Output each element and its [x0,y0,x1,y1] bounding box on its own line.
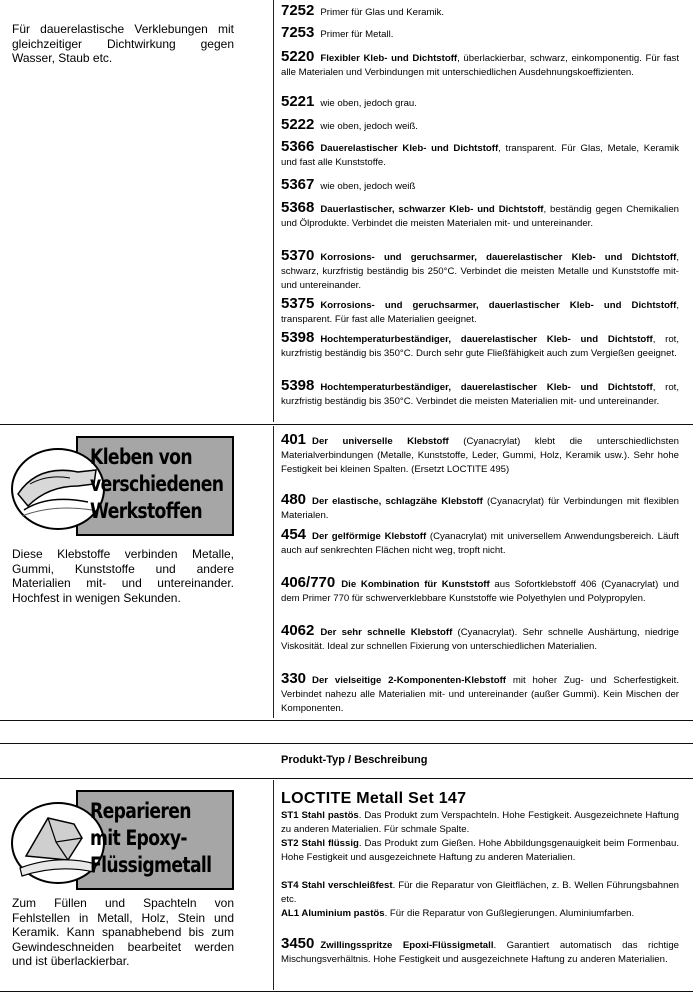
column-divider [273,780,274,990]
product-entry: 480 Der elastische, schlagzähe Klebstoff (Cyanacrylat) für Verbindungen mit flexiblen Materialen. [281,491,679,521]
section2-description: Diese Klebstoffe verbinden Metalle, Gummi, Kunststoffe und andere Materialien mit- und untereinander. Hochfest in wenigen Sekunden. [12,547,234,605]
product-entry: 406/770 Die Kombination für Kunststoff aus Sofortklebstoff 406 (Cyanacrylat) und dem Primer 770 für schwerverklebbare Kunststoffe wie Polyethylen und Polypropylen. [281,574,679,604]
product-entry: 5375 Korrosions- und geruchsarmer, dauerlastischer Kleb- und Dichtstoff, transparent. Für fast alle Materialien geeignet. [281,295,679,325]
section-divider [0,720,693,721]
product-entry: 5220 Flexibler Kleb- und Dichtstoff, überlackierbar, schwarz, einkomponentig. Für fast alle Materialen und Verbindungen mit unterschiedlichen Ausdehnungskoeffizienten. [281,48,679,78]
product-code: 5375 [281,295,315,312]
column-header: Produkt-Typ / Beschreibung [281,754,428,766]
set-item: AL1 Aluminium pastös. Für die Reparatur von Gußlegierungen. Aluminiumfarben. [281,908,635,919]
product-code: 401 [281,431,307,448]
product-code: 7252 [281,2,315,19]
header-bottom-rule [0,778,693,779]
banner-title: Reparieren mit Epoxy- Flüssigmetall [90,799,212,877]
product-code: 4062 [281,622,315,639]
product-entry: 3450 Zwillingsspritze Epoxi-Flüssigmetall. Garantiert automatisch das richtige Mischungsverhältnis. Hohe Festigkeit und ausgezeichnete Haftung zu anderen Materialien. [281,935,679,965]
set-title: LOCTITE Metall Set 147 [281,790,467,807]
section-banner [8,790,234,892]
product-code: 5221 [281,93,315,110]
section1-description: Für dauerelastische Verklebungen mit gleichzeitiger Dichtwirkung gegen Wasser, Staub etc. [12,22,234,65]
product-code: 330 [281,670,307,687]
product-code: 406/770 [281,574,336,591]
section-divider [0,991,693,992]
section-banner [8,436,234,538]
product-entry: 454 Der gelförmige Klebstoff (Cyanacrylat) mit universellem Anwendungsbereich. Läuft auch auf senkrechten Flächen nicht weg, tropft nicht. [281,526,679,556]
product-code: 3450 [281,935,315,952]
product-code: 5370 [281,247,315,264]
product-code: 5366 [281,138,315,155]
banner-title: Kleben von verschiedenen Werkstoffen [90,445,224,523]
set-item: ST1 Stahl pastös. Das Produkt zum Verspachteln. Hohe Festigkeit. Ausgezeichnete Haftung zu anderen Materialien. Für schmale Spalte. [281,810,679,835]
column-divider [273,426,274,718]
product-entry: 5367 wie oben, jedoch weiß [281,176,416,193]
product-code: 5398 [281,329,315,346]
product-entry: 5368 Dauerlastischer, schwarzer Kleb- und Dichtstoff, beständig gegen Chemikalien und Ölprodukte. Verbindet die meisten Materialen mit- und untereinander. [281,199,679,229]
product-code: 5368 [281,199,315,216]
product-code: 5398 [281,377,315,394]
product-entry: 330 Der vielseitige 2-Komponenten-Klebstoff mit hoher Zug- und Scherfestigkeit. Verbindet nahezu alle Materialien mit- und untereinander (außer Gummi). Kein Mischen der Komponenten. [281,670,679,714]
column-divider [273,0,274,422]
product-code: 5222 [281,116,315,133]
set-item: ST4 Stahl verschleißfest. Für die Reparatur von Gleitflächen, z. B. Wellen Führungsbahnen etc. [281,880,680,905]
product-entry: 5398 Hochtemperaturbeständiger, dauerelastischer Kleb- und Dichtstoff, rot, kurzfristig beständig bis 350°C. Durch sehr gute Fließfähigkeit auch zum Vergießen geeignet. [281,329,679,359]
product-entry: 4062 Der sehr schnelle Klebstoff (Cyanacrylat). Sehr schnelle Aushärtung, niedrige Viskosität. Ideal zur schnellen Fixierung von unterschiedlichen Materialien. [281,622,679,652]
header-top-rule [0,743,693,744]
product-entry: 7253 Primer für Metall. [281,24,394,41]
product-code: 454 [281,526,307,543]
product-entry: 5398 Hochtemperaturbeständiger, dauerelastischer Kleb- und Dichtstoff, rot, kurzfristig beständig bis 350°C. Verbindet die meisten Materialien mit- und untereinander. [281,377,679,407]
product-entry: 5366 Dauerelastischer Kleb- und Dichtstoff, transparent. Für Glas, Metale, Keramik und fast alle Kunststoffe. [281,138,679,168]
product-code: 7253 [281,24,315,41]
section-divider [0,424,693,425]
product-entry: 401 Der universelle Klebstoff (Cyanacrylat) klebt die unterschiedlichsten Materialverbindungen (Metalle, Kunststoffe, Leder, Gummi, Holz, Keramik usw.). Sehr hohe Festigkeit bei kleinen Spalten. (Ersetzt LOCTITE 495) [281,431,680,475]
product-entry: 5221 wie oben, jedoch grau. [281,93,417,110]
product-entry: 7252 Primer für Glas und Keramik. [281,2,445,19]
product-entry: 5222 wie oben, jedoch weiß. [281,116,418,133]
section3-description: Zum Füllen und Spachteln von Fehlstellen in Metall, Holz, Stein und Keramik. Kann spanabhebend bis zum Gewindeschneiden bearbeitet werden und ist überlackierbar. [12,896,234,968]
set-item: ST2 Stahl flüssig. Das Produkt zum Gießen. Hohe Abbildungsgenauigkeit beim Formenbau. Hohe Festigkeit und ausgezeichnete Haftung zu anderen Materialien. [281,838,679,863]
product-code: 5220 [281,48,315,65]
product-code: 5367 [281,176,315,193]
product-entry: 5370 Korrosions- und geruchsarmer, dauerelastischer Kleb- und Dichtstoff, schwarz, kurzfristig beständig bis 250°C. Verbindet die meisten Metalle und Kunststoffe mit- und untereinander. [281,247,679,291]
product-code: 480 [281,491,307,508]
